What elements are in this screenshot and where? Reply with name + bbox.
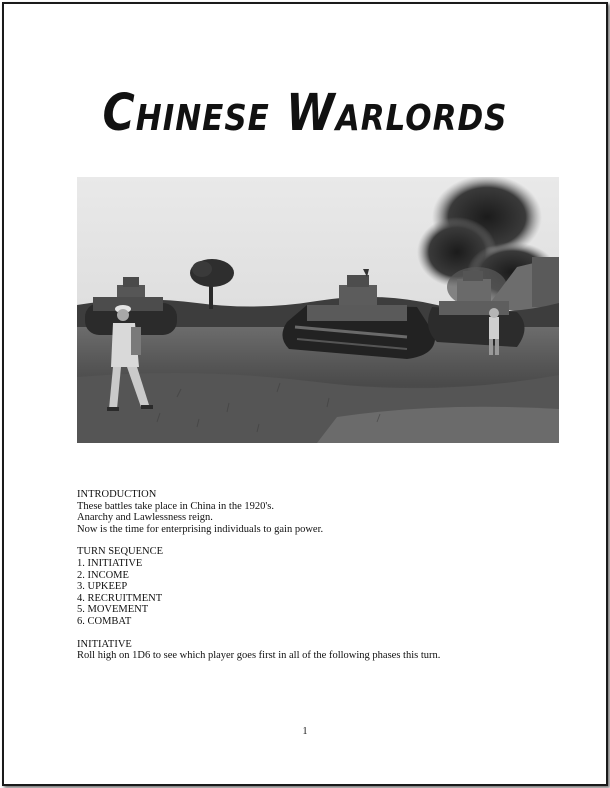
- section-introduction: [77, 489, 557, 535]
- text-line: Roll high on 1D6 to see which player goes first in all of the following phases this turn.: [77, 650, 441, 662]
- text-line: These battles take place in China in the 1920's.: [77, 500, 274, 512]
- section-turn-sequence: [77, 546, 557, 627]
- section-initiative: [77, 639, 557, 662]
- list-item: 4. RECRUITMENT: [77, 592, 163, 604]
- list-item: 1. INITIATIVE: [77, 557, 143, 569]
- document-page: [2, 2, 608, 786]
- text-line: Anarchy and Lawlessness reign.: [77, 512, 213, 524]
- section-heading: INTRODUCTION: [77, 489, 157, 500]
- page-number: 1: [302, 726, 308, 737]
- list-item: 3. UPKEEP: [77, 581, 128, 593]
- list-item: 5. MOVEMENT: [77, 604, 149, 616]
- section-heading: INITIATIVE: [77, 638, 132, 650]
- rules-text: [77, 489, 557, 662]
- list-item: 2. INCOME: [77, 569, 129, 581]
- tanks-battle-photo: [77, 177, 559, 443]
- list-item: 6. COMBAT: [77, 615, 132, 627]
- section-heading: TURN SEQUENCE: [77, 546, 164, 558]
- text-line: Now is the time for enterprising individuals to gain power.: [77, 523, 324, 535]
- page-title: Chinese Warlords: [102, 84, 508, 143]
